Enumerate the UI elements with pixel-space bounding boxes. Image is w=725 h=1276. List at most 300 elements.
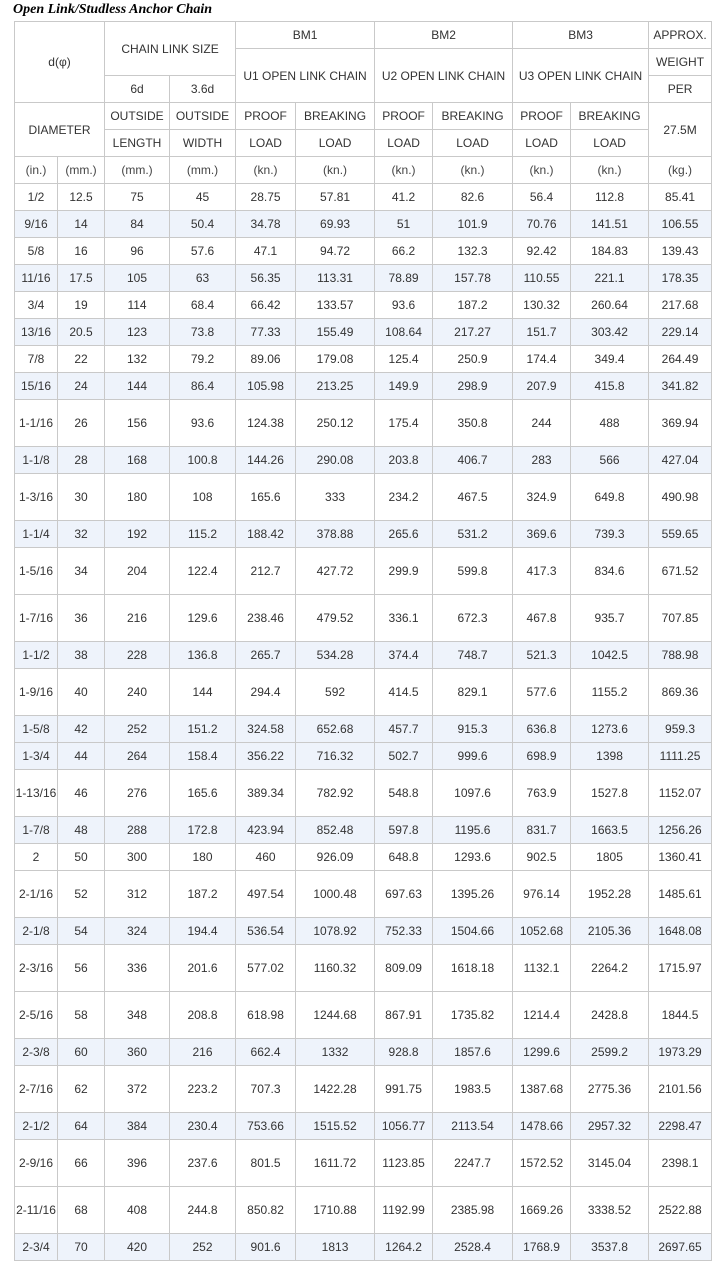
u1-breaking-load-cell: 782.92 — [296, 770, 375, 817]
approx-weight-cell: 427.04 — [649, 447, 712, 474]
u1-proof-load-cell: 56.35 — [236, 265, 296, 292]
table-row — [15, 1234, 712, 1261]
u2-breaking-load-cell: 187.2 — [433, 292, 513, 319]
approx-weight-cell: 490.98 — [649, 474, 712, 521]
u1-breaking-load-cell: 179.08 — [296, 346, 375, 373]
u1-proof-load-cell: 144.26 — [236, 447, 296, 474]
u1-proof-load-cell: 707.3 — [236, 1066, 296, 1113]
size-in-cell: 2-3/8 — [15, 1039, 58, 1066]
table-row — [15, 1039, 712, 1066]
size-in-cell: 15/16 — [15, 373, 58, 400]
u2-proof-load-cell: 867.91 — [375, 992, 433, 1039]
outside-length-cell: 240 — [105, 669, 170, 716]
outside-length-cell: 180 — [105, 474, 170, 521]
u1-proof-load-cell: 212.7 — [236, 548, 296, 595]
u2-proof-load-cell: 78.89 — [375, 265, 433, 292]
outside-width-cell: 86.4 — [170, 373, 236, 400]
size-in-cell: 1-7/8 — [15, 817, 58, 844]
outside-length-cell: 114 — [105, 292, 170, 319]
size-mm-cell: 36 — [58, 595, 105, 642]
approx-weight-cell: 788.98 — [649, 642, 712, 669]
table-row — [15, 447, 712, 474]
u2-breaking-header: BREAKING — [433, 103, 513, 130]
table-row — [15, 642, 712, 669]
outside-length-cell: 420 — [105, 1234, 170, 1261]
size-mm-cell: 42 — [58, 716, 105, 743]
size-in-cell: 1-1/8 — [15, 447, 58, 474]
u1-breaking-load-cell: 592 — [296, 669, 375, 716]
approx-weight-cell: 229.14 — [649, 319, 712, 346]
u1-proof-load-cell: 850.82 — [236, 1187, 296, 1234]
u3-breaking-load-cell: 1398 — [571, 743, 649, 770]
outside-length-cell: 252 — [105, 716, 170, 743]
approx-weight-cell: 1256.26 — [649, 817, 712, 844]
outside-width-cell: 129.6 — [170, 595, 236, 642]
u3-proof-load-cell: 521.3 — [513, 642, 571, 669]
size-in-cell: 1-1/4 — [15, 521, 58, 548]
u3-proof-load-cell: 902.5 — [513, 844, 571, 871]
table-row — [15, 238, 712, 265]
outside-width-cell: 50.4 — [170, 211, 236, 238]
u1-breaking-load-cell: 57.81 — [296, 184, 375, 211]
outside-length-cell: 228 — [105, 642, 170, 669]
outside-length-cell: 336 — [105, 945, 170, 992]
outside-length-cell: 264 — [105, 743, 170, 770]
diameter-header: DIAMETER — [15, 103, 105, 157]
u1-breaking-load-cell: 534.28 — [296, 642, 375, 669]
size-mm-cell: 52 — [58, 871, 105, 918]
table-row — [15, 770, 712, 817]
width-header: WIDTH — [170, 130, 236, 157]
u3-proof-load-cell: 369.6 — [513, 521, 571, 548]
u1-breaking-load-cell: 852.48 — [296, 817, 375, 844]
u1-proof-load-cell: 423.94 — [236, 817, 296, 844]
size-mm-cell: 40 — [58, 669, 105, 716]
u2-breaking-load-header: LOAD — [433, 130, 513, 157]
u1-breaking-load-cell: 1000.48 — [296, 871, 375, 918]
size-mm-cell: 22 — [58, 346, 105, 373]
u1-breaking-load-cell: 1332 — [296, 1039, 375, 1066]
table-row — [15, 844, 712, 871]
u2-proof-load-cell: 299.9 — [375, 548, 433, 595]
u1-proof-load-cell: 89.06 — [236, 346, 296, 373]
bm2-header: BM2 — [375, 22, 513, 49]
u2-proof-load-cell: 175.4 — [375, 400, 433, 447]
u3-proof-load-cell: 1478.66 — [513, 1113, 571, 1140]
u1-proof-load-cell: 77.33 — [236, 319, 296, 346]
u3-proof-load-cell: 174.4 — [513, 346, 571, 373]
approx-weight-cell: 178.35 — [649, 265, 712, 292]
u3-proof-load-cell: 207.9 — [513, 373, 571, 400]
anchor-chain-spec-table — [14, 21, 712, 1261]
size-mm-cell: 28 — [58, 447, 105, 474]
u1-proof-load-cell: 294.4 — [236, 669, 296, 716]
u2-breaking-load-cell: 1195.6 — [433, 817, 513, 844]
outside-width-cell: 136.8 — [170, 642, 236, 669]
outside-width-cell: 73.8 — [170, 319, 236, 346]
size-in-cell: 5/8 — [15, 238, 58, 265]
table-row — [15, 211, 712, 238]
u3-breaking-load-cell: 488 — [571, 400, 649, 447]
outside-width-cell: 115.2 — [170, 521, 236, 548]
u2-proof-load-cell: 66.2 — [375, 238, 433, 265]
u3-proof-load-cell: 1132.1 — [513, 945, 571, 992]
size-mm-cell: 70 — [58, 1234, 105, 1261]
outside-width-cell: 201.6 — [170, 945, 236, 992]
outside-width-cell: 68.4 — [170, 292, 236, 319]
u3-breaking-load-cell: 3145.04 — [571, 1140, 649, 1187]
u2-breaking-load-cell: 829.1 — [433, 669, 513, 716]
outside-length-cell: 288 — [105, 817, 170, 844]
u1-breaking-load-cell: 1515.52 — [296, 1113, 375, 1140]
size-mm-cell: 17.5 — [58, 265, 105, 292]
u2-breaking-load-cell: 101.9 — [433, 211, 513, 238]
u3-breaking-load-cell: 303.42 — [571, 319, 649, 346]
u3-breaking-load-cell: 141.51 — [571, 211, 649, 238]
outside-width-cell: 194.4 — [170, 918, 236, 945]
size-in-cell: 2-11/16 — [15, 1187, 58, 1234]
size-mm-cell: 68 — [58, 1187, 105, 1234]
u3-proof-load-cell: 92.42 — [513, 238, 571, 265]
table-row — [15, 521, 712, 548]
u2-proof-load-cell: 1123.85 — [375, 1140, 433, 1187]
table-row — [15, 817, 712, 844]
u3-header: U3 OPEN LINK CHAIN — [513, 49, 649, 103]
approx-weight-cell: 707.85 — [649, 595, 712, 642]
u3-proof-load-header: LOAD — [513, 130, 571, 157]
u3-breaking-load-cell: 1042.5 — [571, 642, 649, 669]
outside-width-cell: 230.4 — [170, 1113, 236, 1140]
approx-weight-cell: 2298.47 — [649, 1113, 712, 1140]
u2-proof-load-cell: 502.7 — [375, 743, 433, 770]
outside-length-cell: 300 — [105, 844, 170, 871]
u3-breaking-load-cell: 2599.2 — [571, 1039, 649, 1066]
u2-proof-load-cell: 1264.2 — [375, 1234, 433, 1261]
outside-length-cell: 384 — [105, 1113, 170, 1140]
u2-proof-load-cell: 991.75 — [375, 1066, 433, 1113]
unit-cell: (kn.) — [375, 157, 433, 184]
u1-proof-load-cell: 497.54 — [236, 871, 296, 918]
size-mm-cell: 64 — [58, 1113, 105, 1140]
u2-breaking-load-cell: 1735.82 — [433, 992, 513, 1039]
unit-cell: (kn.) — [236, 157, 296, 184]
outside-width-cell: 108 — [170, 474, 236, 521]
u2-breaking-load-cell: 1395.26 — [433, 871, 513, 918]
page-title: Open Link/Studless Anchor Chain — [13, 2, 213, 17]
table-row — [15, 669, 712, 716]
size-mm-cell: 58 — [58, 992, 105, 1039]
u2-proof-load-cell: 41.2 — [375, 184, 433, 211]
table-row — [15, 184, 712, 211]
u3-breaking-load-cell: 2957.32 — [571, 1113, 649, 1140]
size-mm-cell: 26 — [58, 400, 105, 447]
u2-breaking-load-cell: 999.6 — [433, 743, 513, 770]
u2-header: U2 OPEN LINK CHAIN — [375, 49, 513, 103]
outside-width-cell: 187.2 — [170, 871, 236, 918]
u1-proof-load-header: LOAD — [236, 130, 296, 157]
approx-weight-cell: 1152.07 — [649, 770, 712, 817]
size-in-cell: 3/4 — [15, 292, 58, 319]
u3-proof-load-cell: 417.3 — [513, 548, 571, 595]
u2-proof-load-cell: 374.4 — [375, 642, 433, 669]
approx-weight-cell: 85.41 — [649, 184, 712, 211]
outside-length-cell: 396 — [105, 1140, 170, 1187]
table-row — [15, 1187, 712, 1234]
outside-length-cell: 360 — [105, 1039, 170, 1066]
u3-proof-load-cell: 636.8 — [513, 716, 571, 743]
outside-length-cell: 312 — [105, 871, 170, 918]
u2-breaking-load-cell: 1097.6 — [433, 770, 513, 817]
u3-breaking-load-cell: 1155.2 — [571, 669, 649, 716]
outside-width-cell: 122.4 — [170, 548, 236, 595]
size-in-cell: 2-5/16 — [15, 992, 58, 1039]
u1-breaking-load-header: LOAD — [296, 130, 375, 157]
u2-proof-load-cell: 414.5 — [375, 669, 433, 716]
u1-breaking-load-cell: 213.25 — [296, 373, 375, 400]
u3-breaking-load-cell: 112.8 — [571, 184, 649, 211]
units-row — [15, 157, 712, 184]
u3-breaking-load-cell: 1527.8 — [571, 770, 649, 817]
u2-breaking-load-cell: 672.3 — [433, 595, 513, 642]
size-mm-cell: 62 — [58, 1066, 105, 1113]
size-mm-cell: 46 — [58, 770, 105, 817]
u2-breaking-load-cell: 1857.6 — [433, 1039, 513, 1066]
u1-breaking-load-cell: 1078.92 — [296, 918, 375, 945]
table-row — [15, 871, 712, 918]
size-mm-cell: 32 — [58, 521, 105, 548]
outside-length-cell: 204 — [105, 548, 170, 595]
u2-breaking-load-cell: 82.6 — [433, 184, 513, 211]
u1-breaking-load-cell: 250.12 — [296, 400, 375, 447]
u2-proof-load-cell: 125.4 — [375, 346, 433, 373]
u1-breaking-load-cell: 133.57 — [296, 292, 375, 319]
approx-weight-cell: 1360.41 — [649, 844, 712, 871]
u2-breaking-load-cell: 2247.7 — [433, 1140, 513, 1187]
u1-breaking-load-cell: 1422.28 — [296, 1066, 375, 1113]
approx-weight-cell: 1648.08 — [649, 918, 712, 945]
u3-breaking-load-header: LOAD — [571, 130, 649, 157]
unit-cell: (kn.) — [571, 157, 649, 184]
size-in-cell: 1-7/16 — [15, 595, 58, 642]
size-mm-cell: 34 — [58, 548, 105, 595]
approx-weight-cell: 1715.97 — [649, 945, 712, 992]
size-in-cell: 7/8 — [15, 346, 58, 373]
u2-breaking-load-cell: 915.3 — [433, 716, 513, 743]
u3-proof-load-cell: 151.7 — [513, 319, 571, 346]
six-d-header: 6d — [105, 76, 170, 103]
u3-proof-header: PROOF — [513, 103, 571, 130]
length-27-5m-header: 27.5M — [649, 103, 712, 157]
u3-breaking-load-cell: 2775.36 — [571, 1066, 649, 1113]
u3-breaking-load-cell: 566 — [571, 447, 649, 474]
size-in-cell: 1-9/16 — [15, 669, 58, 716]
size-in-cell: 2-1/8 — [15, 918, 58, 945]
u2-proof-header: PROOF — [375, 103, 433, 130]
u2-breaking-load-cell: 1618.18 — [433, 945, 513, 992]
u2-proof-load-cell: 928.8 — [375, 1039, 433, 1066]
outside-length-cell: 105 — [105, 265, 170, 292]
size-mm-cell: 38 — [58, 642, 105, 669]
size-in-cell: 1-5/16 — [15, 548, 58, 595]
size-mm-cell: 54 — [58, 918, 105, 945]
u2-proof-load-cell: 648.8 — [375, 844, 433, 871]
unit-cell: (kn.) — [296, 157, 375, 184]
u2-breaking-load-cell: 1983.5 — [433, 1066, 513, 1113]
table-row — [15, 346, 712, 373]
bm1-header: BM1 — [236, 22, 375, 49]
per-header: PER — [649, 76, 712, 103]
outside-width-cell: 252 — [170, 1234, 236, 1261]
table-row — [15, 319, 712, 346]
u2-proof-load-cell: 203.8 — [375, 447, 433, 474]
u2-proof-load-header: LOAD — [375, 130, 433, 157]
approx-weight-cell: 2697.65 — [649, 1234, 712, 1261]
u3-proof-load-cell: 110.55 — [513, 265, 571, 292]
u1-proof-load-cell: 238.46 — [236, 595, 296, 642]
size-in-cell: 2 — [15, 844, 58, 871]
u1-proof-load-cell: 801.5 — [236, 1140, 296, 1187]
outside-length-cell: 75 — [105, 184, 170, 211]
u1-proof-load-cell: 105.98 — [236, 373, 296, 400]
outside-length-cell: 96 — [105, 238, 170, 265]
outside-width-cell: 151.2 — [170, 716, 236, 743]
u3-proof-load-cell: 763.9 — [513, 770, 571, 817]
u1-breaking-load-cell: 69.93 — [296, 211, 375, 238]
u3-breaking-load-cell: 649.8 — [571, 474, 649, 521]
approx-weight-cell: 869.36 — [649, 669, 712, 716]
u3-proof-load-cell: 324.9 — [513, 474, 571, 521]
size-in-cell: 13/16 — [15, 319, 58, 346]
table-row — [15, 474, 712, 521]
approx-weight-cell: 671.52 — [649, 548, 712, 595]
u2-breaking-load-cell: 217.27 — [433, 319, 513, 346]
d-phi-header: d(φ) — [15, 22, 105, 103]
u3-breaking-load-cell: 415.8 — [571, 373, 649, 400]
u1-breaking-load-cell: 1244.68 — [296, 992, 375, 1039]
u1-breaking-load-cell: 1160.32 — [296, 945, 375, 992]
size-mm-cell: 24 — [58, 373, 105, 400]
approx-weight-cell: 1844.5 — [649, 992, 712, 1039]
outside-width-cell: 172.8 — [170, 817, 236, 844]
u3-breaking-load-cell: 184.83 — [571, 238, 649, 265]
table-row — [15, 1066, 712, 1113]
u2-proof-load-cell: 1056.77 — [375, 1113, 433, 1140]
approx-weight-cell: 2522.88 — [649, 1187, 712, 1234]
outside-width-header-top: OUTSIDE — [170, 103, 236, 130]
approx-weight-cell: 106.55 — [649, 211, 712, 238]
u3-proof-load-cell: 1768.9 — [513, 1234, 571, 1261]
u3-proof-load-cell: 1214.4 — [513, 992, 571, 1039]
size-mm-cell: 50 — [58, 844, 105, 871]
u2-proof-load-cell: 697.63 — [375, 871, 433, 918]
size-mm-cell: 30 — [58, 474, 105, 521]
outside-length-header-top: OUTSIDE — [105, 103, 170, 130]
u2-breaking-load-cell: 298.9 — [433, 373, 513, 400]
size-in-cell: 2-7/16 — [15, 1066, 58, 1113]
size-in-cell: 1-13/16 — [15, 770, 58, 817]
table-row — [15, 400, 712, 447]
u1-proof-load-cell: 324.58 — [236, 716, 296, 743]
size-in-cell: 1-1/16 — [15, 400, 58, 447]
outside-width-cell: 79.2 — [170, 346, 236, 373]
size-mm-cell: 44 — [58, 743, 105, 770]
u3-breaking-load-cell: 221.1 — [571, 265, 649, 292]
u1-proof-load-cell: 662.4 — [236, 1039, 296, 1066]
u3-breaking-load-cell: 1805 — [571, 844, 649, 871]
approx-weight-cell: 1111.25 — [649, 743, 712, 770]
outside-width-cell: 165.6 — [170, 770, 236, 817]
u1-breaking-load-cell: 333 — [296, 474, 375, 521]
u3-proof-load-cell: 70.76 — [513, 211, 571, 238]
approx-weight-cell: 2101.56 — [649, 1066, 712, 1113]
outside-width-cell: 208.8 — [170, 992, 236, 1039]
u1-proof-load-cell: 460 — [236, 844, 296, 871]
u2-breaking-load-cell: 467.5 — [433, 474, 513, 521]
outside-width-cell: 216 — [170, 1039, 236, 1066]
u1-breaking-header: BREAKING — [296, 103, 375, 130]
outside-length-cell: 144 — [105, 373, 170, 400]
u1-breaking-load-cell: 926.09 — [296, 844, 375, 871]
chain-link-size-header: CHAIN LINK SIZE — [105, 22, 236, 76]
u1-breaking-load-cell: 290.08 — [296, 447, 375, 474]
outside-width-cell: 93.6 — [170, 400, 236, 447]
u2-breaking-load-cell: 531.2 — [433, 521, 513, 548]
u3-breaking-load-cell: 739.3 — [571, 521, 649, 548]
size-mm-cell: 19 — [58, 292, 105, 319]
unit-cell: (in.) — [15, 157, 58, 184]
size-mm-cell: 60 — [58, 1039, 105, 1066]
unit-cell: (kg.) — [649, 157, 712, 184]
u1-breaking-load-cell: 1611.72 — [296, 1140, 375, 1187]
u2-breaking-load-cell: 250.9 — [433, 346, 513, 373]
u1-proof-load-cell: 124.38 — [236, 400, 296, 447]
table-row — [15, 716, 712, 743]
u1-proof-load-cell: 389.34 — [236, 770, 296, 817]
u2-proof-load-cell: 108.64 — [375, 319, 433, 346]
u2-breaking-load-cell: 157.78 — [433, 265, 513, 292]
u3-breaking-load-cell: 349.4 — [571, 346, 649, 373]
u1-proof-load-cell: 165.6 — [236, 474, 296, 521]
u3-proof-load-cell: 1572.52 — [513, 1140, 571, 1187]
u3-proof-load-cell: 1299.6 — [513, 1039, 571, 1066]
outside-length-cell: 84 — [105, 211, 170, 238]
table-row — [15, 595, 712, 642]
u1-proof-load-cell: 47.1 — [236, 238, 296, 265]
unit-cell: (mm.) — [58, 157, 105, 184]
u1-breaking-load-cell: 427.72 — [296, 548, 375, 595]
size-in-cell: 1-5/8 — [15, 716, 58, 743]
table-row — [15, 548, 712, 595]
outside-length-cell: 168 — [105, 447, 170, 474]
unit-cell: (mm.) — [170, 157, 236, 184]
u3-breaking-load-cell: 2105.36 — [571, 918, 649, 945]
u3-proof-load-cell: 1052.68 — [513, 918, 571, 945]
unit-cell: (kn.) — [513, 157, 571, 184]
u2-breaking-load-cell: 1293.6 — [433, 844, 513, 871]
u2-proof-load-cell: 809.09 — [375, 945, 433, 992]
approx-weight-cell: 264.49 — [649, 346, 712, 373]
outside-width-cell: 158.4 — [170, 743, 236, 770]
size-mm-cell: 14 — [58, 211, 105, 238]
table-row — [15, 1113, 712, 1140]
u2-proof-load-cell: 597.8 — [375, 817, 433, 844]
u1-proof-load-cell: 577.02 — [236, 945, 296, 992]
u1-breaking-load-cell: 94.72 — [296, 238, 375, 265]
u1-proof-header: PROOF — [236, 103, 296, 130]
size-mm-cell: 56 — [58, 945, 105, 992]
approx-weight-cell: 2398.1 — [649, 1140, 712, 1187]
u3-proof-load-cell: 577.6 — [513, 669, 571, 716]
